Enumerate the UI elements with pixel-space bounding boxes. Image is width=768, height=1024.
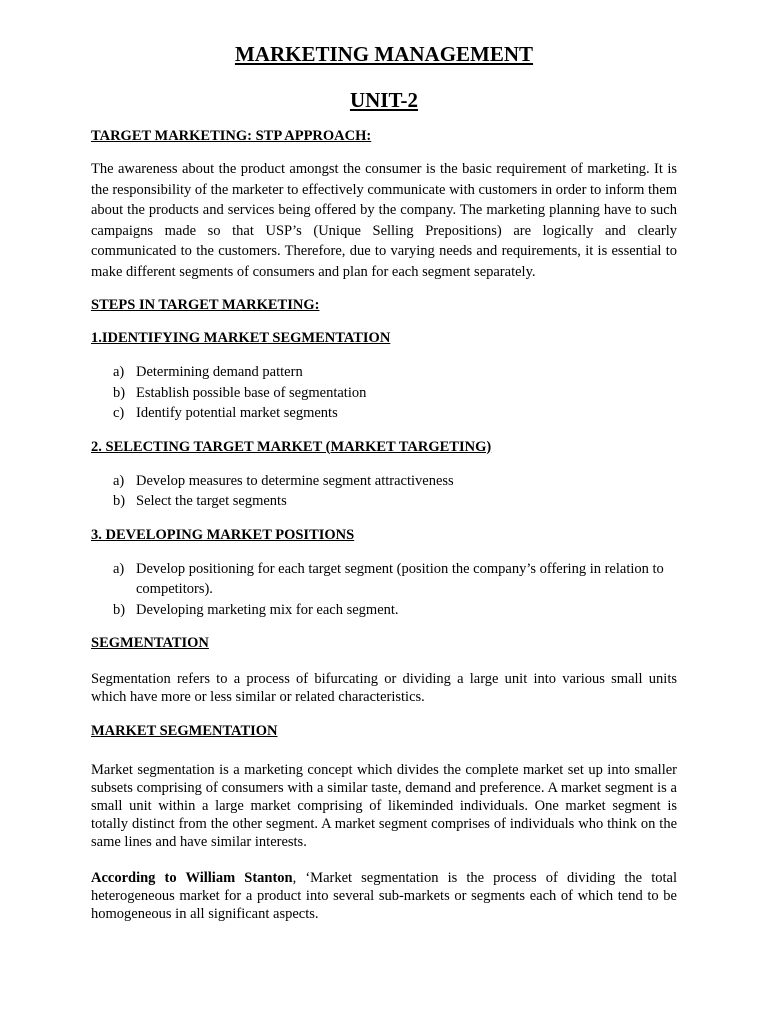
- list-item: [91, 471, 677, 492]
- list-item: [91, 383, 677, 404]
- paragraph-stp-approach: The awareness about the product amongst the consumer is the basic requirement of marketing. It is the responsibility of the marketer to effectively communicate with customers in order to inform them about the products and services being offered by the company. The marketing planning have to such campaigns made so that USP’s (Unique Selling Prepositions) are logically and clearly communicated to the customers. Therefore, due to varying needs and requirements, it is essential to make different segments of consumers and plan for each segment separately.: [91, 161, 678, 280]
- heading-stp-approach: TARGET MARKETING: STP APPROACH:: [91, 128, 372, 144]
- document-title: MARKETING MANAGEMENT: [234, 42, 534, 66]
- list-marker: c): [113, 405, 125, 421]
- list-item-text: Develop positioning for each target segment (position the company’s offering in relation to competitors).: [136, 560, 664, 597]
- paragraph-market-segmentation: Market segmentation is a marketing concept which divides the complete market set up into smaller subsets comprising of consumers with a similar taste, demand and preference. A market segment is a small unit within a large market comprising of likeminded individuals. One market segment is totally distinct from the other segment. A market segment comprises of individuals who think on the same lines and have similar interests.: [91, 762, 677, 850]
- list-item-text: Identify potential market segments: [136, 405, 338, 421]
- list-item: [91, 362, 677, 383]
- stanton-attribution: According to William Stanton: [91, 870, 293, 886]
- list-marker: b): [113, 493, 126, 509]
- list-item-text: Developing marketing mix for each segment.: [136, 601, 399, 618]
- heading-identifying-segmentation: 1.IDENTIFYING MARKET SEGMENTATION: [91, 330, 391, 346]
- heading-selecting-target-market: 2. SELECTING TARGET MARKET (MARKET TARGETING): [91, 438, 492, 455]
- heading-steps-target-marketing: STEPS IN TARGET MARKETING:: [91, 297, 320, 313]
- list-marker: b): [113, 384, 126, 401]
- list-marker: a): [113, 560, 125, 577]
- list-item-text: Determining demand pattern: [136, 364, 303, 380]
- list-selecting-target-market: [91, 471, 677, 512]
- heading-segmentation: SEGMENTATION: [91, 635, 209, 651]
- list-identifying-segmentation: [91, 362, 677, 424]
- list-marker: a): [113, 472, 125, 489]
- list-item: [91, 403, 677, 424]
- list-developing-market-positions: [91, 559, 677, 621]
- document-page: [91, 40, 677, 923]
- list-item: [91, 491, 677, 512]
- list-item: [91, 559, 677, 600]
- list-item-text: Establish possible base of segmentation: [136, 384, 367, 401]
- paragraph-stanton-definition: [91, 869, 677, 923]
- list-item-text: Develop measures to determine segment attractiveness: [136, 472, 454, 489]
- unit-title: UNIT-2: [349, 88, 419, 112]
- list-item-text: Select the target segments: [136, 493, 287, 509]
- list-marker: b): [113, 601, 126, 618]
- list-marker: a): [113, 364, 125, 380]
- stanton-quote: , ‘Market segmentation is the process of dividing the total heterogeneous market for a product into several sub-markets or segments each of which tend to be homogeneous in all significant aspects.: [91, 870, 677, 922]
- list-item: [91, 600, 677, 621]
- heading-market-segmentation: MARKET SEGMENTATION: [91, 723, 278, 739]
- heading-developing-market-positions: 3. DEVELOPING MARKET POSITIONS: [91, 526, 355, 543]
- paragraph-segmentation: Segmentation refers to a process of bifurcating or dividing a large unit into various small units which have more or less similar or related characteristics.: [91, 671, 677, 705]
